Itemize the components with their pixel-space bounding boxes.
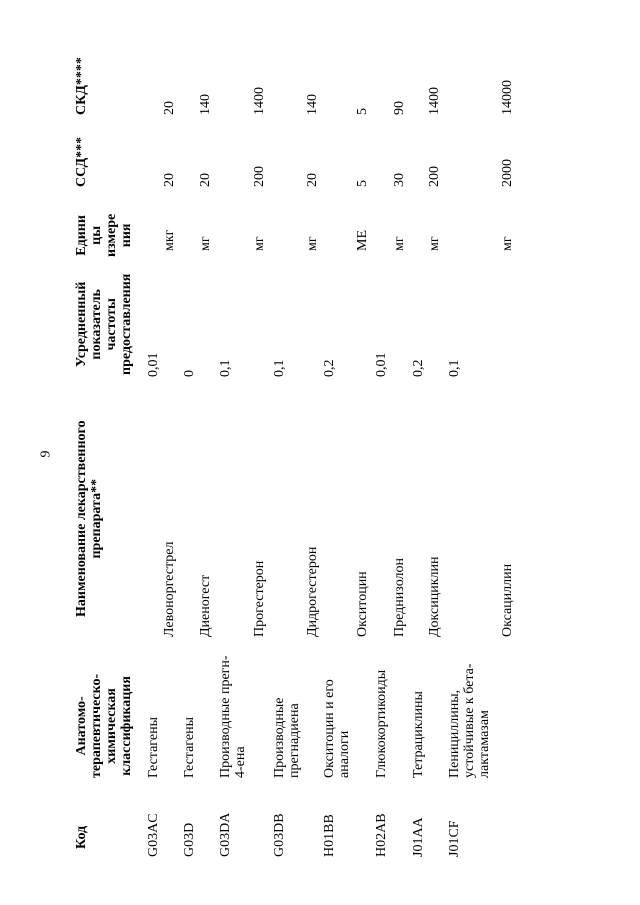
- text-line: ния: [119, 223, 134, 248]
- row-skd: 1400: [427, 87, 442, 115]
- row-atc-classification: [218, 655, 248, 778]
- row-unit: мг: [500, 236, 515, 251]
- row-skd: 20: [162, 101, 177, 115]
- text-line: прегнадиена: [287, 703, 302, 778]
- text-line: Гестагены: [146, 717, 161, 778]
- row-frequency: 0,1: [218, 359, 233, 377]
- row-frequency: 0,2: [411, 359, 426, 377]
- row-atc-classification: [374, 670, 389, 778]
- text-line: предоставления: [119, 273, 134, 375]
- row-drug-name: Окситоцин: [355, 571, 370, 637]
- row-ssd: 30: [392, 173, 407, 187]
- header-drug-name: [74, 420, 104, 617]
- row-skd: 5: [355, 108, 370, 115]
- text-line: измере: [104, 213, 119, 257]
- row-frequency: 0,1: [272, 359, 287, 377]
- row-atc-classification: [322, 679, 352, 778]
- row-frequency: 0,2: [322, 359, 337, 377]
- row-code: G03DB: [272, 813, 287, 857]
- text-line: Усредненный: [74, 281, 89, 367]
- row-unit: мг: [392, 236, 407, 251]
- text-line: Едини: [74, 215, 89, 256]
- text-line: показатель: [89, 289, 104, 360]
- row-ssd: 20: [305, 173, 320, 187]
- row-unit: мкг: [162, 229, 177, 251]
- row-code: G03DA: [218, 812, 233, 857]
- text-line: аналоги: [337, 730, 352, 778]
- text-line: Наименование лекарственного: [74, 420, 89, 617]
- row-atc-classification: [272, 698, 302, 778]
- header-skd: СКД****: [74, 57, 89, 115]
- row-ssd: 200: [252, 166, 267, 187]
- text-line: терапевтическо-: [89, 673, 104, 778]
- row-skd: 14000: [500, 80, 515, 115]
- row-code: J01AA: [411, 817, 426, 857]
- row-ssd: 5: [355, 180, 370, 187]
- row-skd: 90: [392, 101, 407, 115]
- text-line: Анатомо-: [74, 696, 89, 756]
- header-atc-classification: [74, 674, 134, 778]
- row-atc-classification: [146, 717, 161, 778]
- row-code: J01CF: [447, 820, 462, 857]
- row-unit: мг: [305, 236, 320, 251]
- text-line: Тетрациклины: [411, 691, 426, 778]
- row-atc-classification: [182, 717, 197, 778]
- header-frequency: [74, 274, 134, 375]
- row-atc-classification: [411, 691, 426, 778]
- row-ssd: 200: [427, 166, 442, 187]
- text-line: устойчивые к бета-: [462, 663, 477, 778]
- row-unit: мг: [427, 236, 442, 251]
- text-line: Производные прегн-: [218, 655, 233, 778]
- row-frequency: 0,01: [146, 352, 161, 377]
- text-line: частоты: [104, 298, 119, 351]
- row-code: H02AB: [374, 813, 389, 857]
- header-ssd: ССД***: [74, 136, 89, 187]
- row-code: H01BB: [322, 814, 337, 857]
- row-atc-classification: [447, 663, 492, 778]
- row-drug-name: Доксициклин: [427, 556, 442, 637]
- row-drug-name: Преднизолон: [392, 558, 407, 637]
- row-frequency: 0,1: [447, 359, 462, 377]
- row-drug-name: Дидрогестерон: [305, 546, 320, 637]
- row-ssd: 2000: [500, 159, 515, 187]
- row-code: G03AC: [146, 813, 161, 857]
- row-code: G03D: [182, 822, 197, 857]
- row-drug-name: Прогестерон: [252, 560, 267, 637]
- text-line: препарата**: [89, 478, 104, 559]
- row-skd: 1400: [252, 87, 267, 115]
- text-line: 4-ена: [233, 746, 248, 778]
- text-line: лактамазам: [477, 710, 492, 778]
- row-frequency: 0,01: [374, 352, 389, 377]
- row-unit: МЕ: [355, 230, 370, 251]
- text-line: Окситоцин и его: [322, 679, 337, 778]
- text-line: Производные: [272, 697, 287, 778]
- text-line: классификация: [119, 676, 134, 776]
- row-skd: 140: [198, 94, 213, 115]
- row-ssd: 20: [198, 173, 213, 187]
- text-line: Пенициллины,: [447, 689, 462, 778]
- row-frequency: 0: [182, 370, 197, 377]
- text-line: Гестагены: [182, 717, 197, 778]
- row-unit: мг: [252, 236, 267, 251]
- row-skd: 140: [305, 94, 320, 115]
- header-code: Код: [74, 825, 89, 849]
- header-units: [74, 214, 134, 257]
- page-number: 9: [38, 450, 54, 458]
- text-line: химическая: [104, 688, 119, 764]
- row-ssd: 20: [162, 173, 177, 187]
- row-unit: мг: [198, 236, 213, 251]
- text-line: Глюкокортикоиды: [374, 669, 389, 778]
- text-line: цы: [89, 225, 104, 245]
- row-drug-name: Левоноргестрел: [162, 541, 177, 637]
- row-drug-name: Оксациллин: [500, 563, 515, 637]
- row-drug-name: Диеногест: [198, 574, 213, 637]
